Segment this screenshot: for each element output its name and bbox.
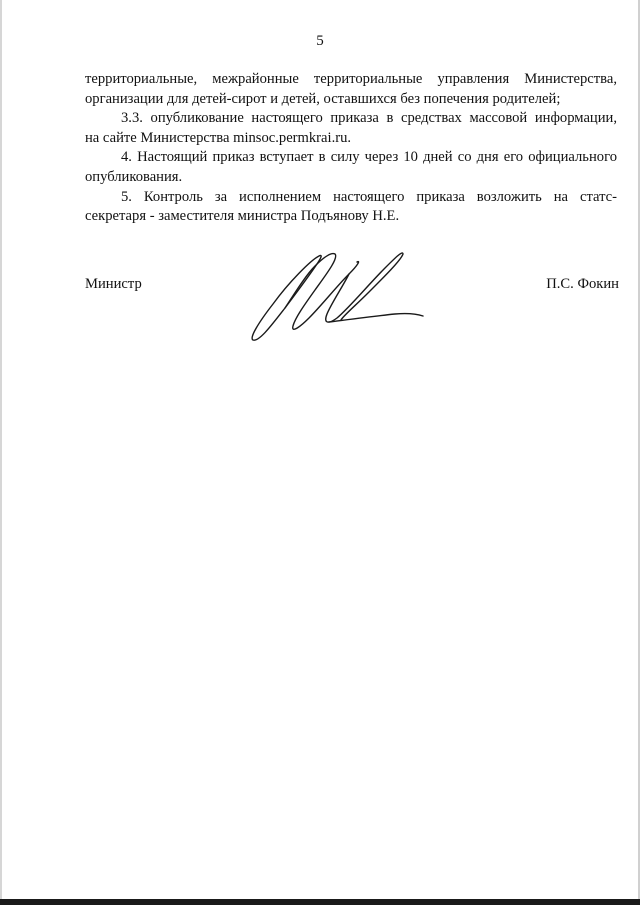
scan-edge-bottom — [0, 899, 640, 905]
paragraph-2-line-2: на сайте Министерства minsoc.permkrai.ru. — [85, 129, 352, 146]
signature-stroke-1 — [252, 255, 321, 340]
page-number: 5 — [316, 33, 324, 49]
paragraph-1-line-2: организации для детей-сирот и детей, оставшихся без попечения родителей; — [85, 90, 561, 107]
paragraph-2-line-1: 3.3. опубликование настоящего приказа в средствах массовой информации, — [121, 110, 617, 127]
scan-edge-left — [0, 0, 2, 905]
paragraph-3-line-2: опубликования. — [85, 168, 183, 185]
paragraph-4-line-1: 5. Контроль за исполнением настоящего приказа возложить на статс- — [121, 188, 617, 205]
handwritten-signature — [245, 246, 430, 346]
document-body — [85, 70, 617, 227]
paragraph-4-line-2: секретаря - заместителя министра Подъянову Н.Е. — [85, 208, 400, 225]
paragraph-1-line-1: территориальные, межрайонные территориальные управления Министерства, — [85, 71, 617, 87]
paragraph-3-line-1: 4. Настоящий приказ вступает в силу через 10 дней со дня его официального — [121, 149, 617, 166]
signatory-title: Министр — [85, 276, 142, 292]
signature-stroke-2 — [285, 254, 359, 330]
signatory-name: П.С. Фокин — [546, 276, 619, 292]
